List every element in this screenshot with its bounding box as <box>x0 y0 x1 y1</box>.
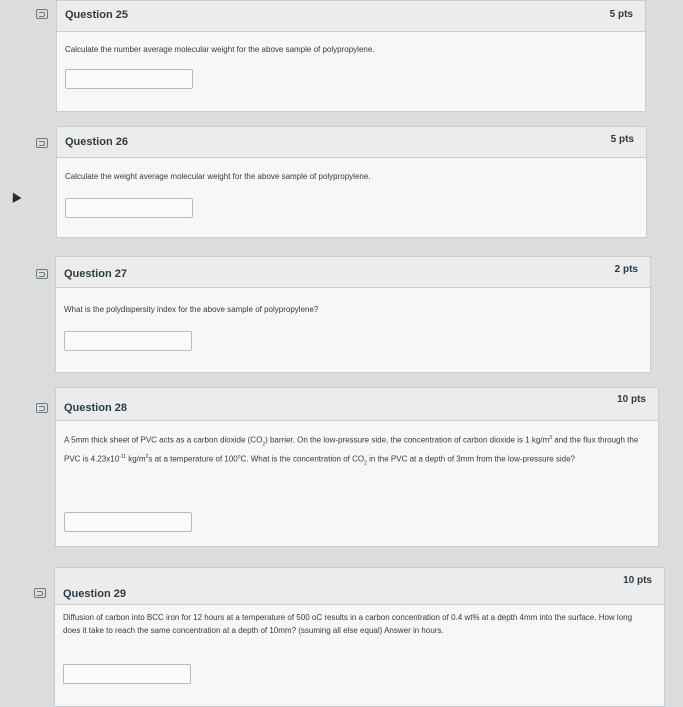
question-card-27 <box>55 256 651 373</box>
question-points: 5 pts <box>609 9 633 20</box>
question-title: Question 26 <box>65 136 128 148</box>
question-text: A 5mm thick sheet of PVC acts as a carbon dioxide $(CO_2)$ barrier. On the low-pressure side, the concentration of carbon dioxide is 1 $kg/m^3$ and the flux through the PVC is $4.23x10^{-11}$ $kg/m^2s$ at a temperature of 100$^o$C. What is the concentration of $CO_2$ in the PVC at a depth of 3mm from the low-pressure side? <box>64 435 639 467</box>
mouse-cursor-icon <box>8 190 21 203</box>
question-card-29 <box>54 567 665 707</box>
answer-input[interactable] <box>64 512 192 532</box>
question-title: Question 27 <box>64 268 127 280</box>
flag-question-icon[interactable] <box>34 588 46 598</box>
question-card-25 <box>56 0 646 112</box>
question-text: Calculate the number average molecular weight for the above sample of polypropylene. <box>65 45 375 54</box>
question-text: Diffusion of carbon into BCC iron for 12 hours at a temperature of 500 oC results in a carbon concentration of 0.4 wt% at a depth 4mm into the surface. How long does it take to reach the same concentration at a depth of 10mm? (ssuming all else equal) Answer in hours. <box>63 613 633 635</box>
answer-input[interactable] <box>63 664 191 684</box>
answer-input[interactable] <box>64 331 192 351</box>
question-points: 5 pts <box>610 134 634 145</box>
question-text: What is the polydispersity index for the above sample of polypropylene? <box>64 305 319 314</box>
question-card-26 <box>56 126 647 238</box>
question-points: 10 pts <box>623 575 652 586</box>
question-header <box>57 127 646 158</box>
question-header <box>57 1 645 32</box>
question-text: Calculate the weight average molecular weight for the above sample of polypropylene. <box>65 172 371 181</box>
flag-question-icon[interactable] <box>36 138 48 148</box>
question-header <box>55 568 664 605</box>
question-header <box>56 257 650 288</box>
answer-input[interactable] <box>65 69 193 89</box>
flag-question-icon[interactable] <box>36 269 48 279</box>
question-header <box>56 388 658 421</box>
question-points: 10 pts <box>617 394 646 405</box>
answer-input[interactable] <box>65 198 193 218</box>
flag-question-icon[interactable] <box>36 9 48 19</box>
question-points: 2 pts <box>614 264 638 275</box>
flag-question-icon[interactable] <box>36 403 48 413</box>
question-title: Question 25 <box>65 9 128 21</box>
question-card-28 <box>55 387 659 547</box>
question-title: Question 28 <box>64 402 127 414</box>
question-title: Question 29 <box>63 588 126 600</box>
